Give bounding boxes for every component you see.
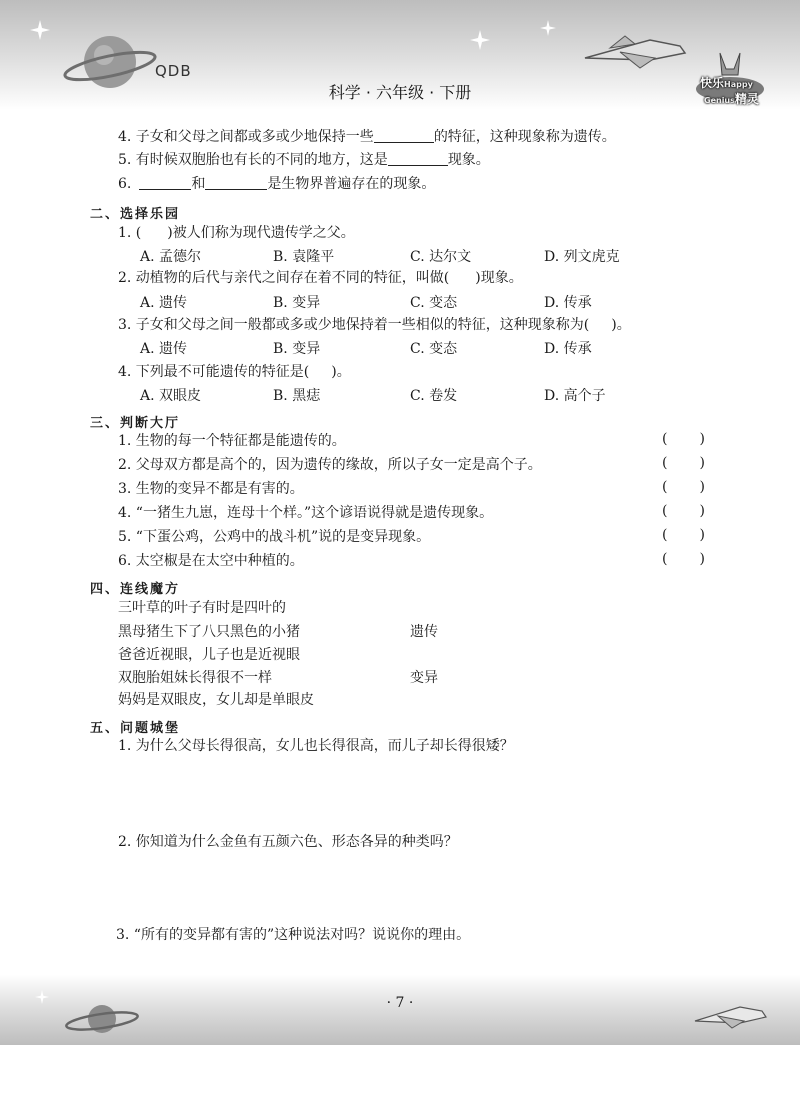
page-number: · 7 · — [386, 995, 414, 1011]
choice-option[interactable]: C. 变态 — [410, 295, 458, 311]
choice-option[interactable]: A. 双眼皮 — [140, 388, 202, 404]
matching-left-item[interactable]: 三叶草的叶子有时是四叶的 — [118, 600, 286, 616]
choice-option[interactable]: C. 变态 — [410, 341, 458, 357]
judge-statement: 2. 父母双方都是高个的，因为遗传的缘故，所以子女一定是高个子。 — [118, 457, 542, 473]
publisher-brand: QDB — [155, 62, 192, 80]
matching-right-item[interactable]: 变异 — [410, 670, 438, 686]
matching-right-item[interactable]: 遗传 — [410, 624, 438, 640]
choice-option[interactable]: C. 卷发 — [410, 388, 458, 404]
choice-option[interactable]: A. 遗传 — [140, 295, 188, 311]
choice-question: 2. 动植物的后代与亲代之间存在着不同的特征，叫做( )现象。 — [118, 270, 523, 286]
space-shuttle-icon — [690, 995, 770, 1035]
section-heading: 四、连线魔方 — [90, 582, 181, 597]
judge-answer-box[interactable]: ( ) — [662, 551, 705, 567]
star-icon — [30, 20, 50, 40]
star-icon — [470, 30, 490, 50]
answer-blank[interactable] — [205, 175, 267, 190]
choice-option[interactable]: A. 遗传 — [140, 341, 188, 357]
choice-option[interactable]: B. 袁隆平 — [273, 249, 335, 265]
section-heading: 二、选择乐园 — [90, 207, 181, 222]
section-heading: 三、判断大厅 — [90, 416, 181, 431]
judge-answer-box[interactable]: ( ) — [662, 431, 705, 447]
fill-blank-question: 6. 和 是生物界普遍存在的现象。 — [118, 176, 436, 192]
open-question: 2. 你知道为什么金鱼有五颜六色、形态各异的种类吗？ — [118, 834, 458, 850]
choice-option[interactable]: B. 黑痣 — [273, 388, 321, 404]
choice-option[interactable]: D. 列文虎克 — [544, 249, 620, 265]
answer-blank[interactable] — [374, 128, 434, 143]
section-heading: 五、问题城堡 — [90, 721, 181, 736]
choice-option[interactable]: A. 孟德尔 — [140, 249, 202, 265]
choice-question: 4. 下列最不可能遗传的特征是( )。 — [118, 364, 351, 380]
choice-option[interactable]: D. 高个子 — [544, 388, 606, 404]
judge-statement: 5. “下蛋公鸡，公鸡中的战斗机”说的是变异现象。 — [118, 529, 431, 545]
space-shuttle-icon — [580, 28, 690, 78]
judge-statement: 4. “一猪生九崽，连母十个样。”这个谚语说得就是遗传现象。 — [118, 505, 494, 521]
answer-blank[interactable] — [388, 151, 448, 166]
open-question: 3. “所有的变异都有害的”这种说法对吗？说说你的理由。 — [116, 927, 471, 943]
judge-answer-box[interactable]: ( ) — [662, 503, 705, 519]
judge-answer-box[interactable]: ( ) — [662, 479, 705, 495]
choice-option[interactable]: C. 达尔文 — [410, 249, 472, 265]
judge-statement: 1. 生物的每一个特征都是能遗传的。 — [118, 433, 346, 449]
planet-icon — [62, 995, 142, 1040]
matching-left-item[interactable]: 双胞胎姐妹长得很不一样 — [118, 670, 272, 686]
fill-blank-question: 5. 有时候双胞胎也有长的不同的地方，这是 现象。 — [118, 152, 490, 168]
judge-answer-box[interactable]: ( ) — [662, 455, 705, 471]
matching-left-item[interactable]: 爸爸近视眼，儿子也是近视眼 — [118, 647, 300, 663]
star-icon — [540, 20, 556, 36]
open-question: 1. 为什么父母长得很高，女儿也长得很高，而儿子却长得很矮？ — [118, 738, 514, 754]
choice-option[interactable]: B. 变异 — [273, 295, 321, 311]
fill-blank-question: 4. 子女和父母之间都或多或少地保持一些 的特征，这种现象称为遗传。 — [118, 129, 616, 145]
matching-left-item[interactable]: 黑母猪生下了八只黑色的小猪 — [118, 624, 300, 640]
matching-left-item[interactable]: 妈妈是双眼皮，女儿却是单眼皮 — [118, 692, 314, 708]
judge-statement: 6. 太空椒是在太空中种植的。 — [118, 553, 304, 569]
choice-option[interactable]: D. 传承 — [544, 341, 592, 357]
judge-answer-box[interactable]: ( ) — [662, 527, 705, 543]
mascot-label-2: Genius精灵 — [704, 92, 759, 106]
judge-statement: 3. 生物的变异不都是有害的。 — [118, 481, 304, 497]
star-icon — [35, 990, 49, 1004]
choice-option[interactable]: B. 变异 — [273, 341, 321, 357]
answer-blank[interactable] — [139, 175, 191, 190]
choice-question: 3. 子女和父母之间一般都或多或少地保持着一些相似的特征，这种现象称为( )。 — [118, 317, 631, 333]
page-title: 科学 · 六年级 · 下册 — [328, 83, 472, 102]
choice-option[interactable]: D. 传承 — [544, 295, 592, 311]
mascot-label: 快乐Happy — [700, 76, 753, 90]
choice-question: 1. ( )被人们称为现代遗传学之父。 — [118, 225, 355, 241]
